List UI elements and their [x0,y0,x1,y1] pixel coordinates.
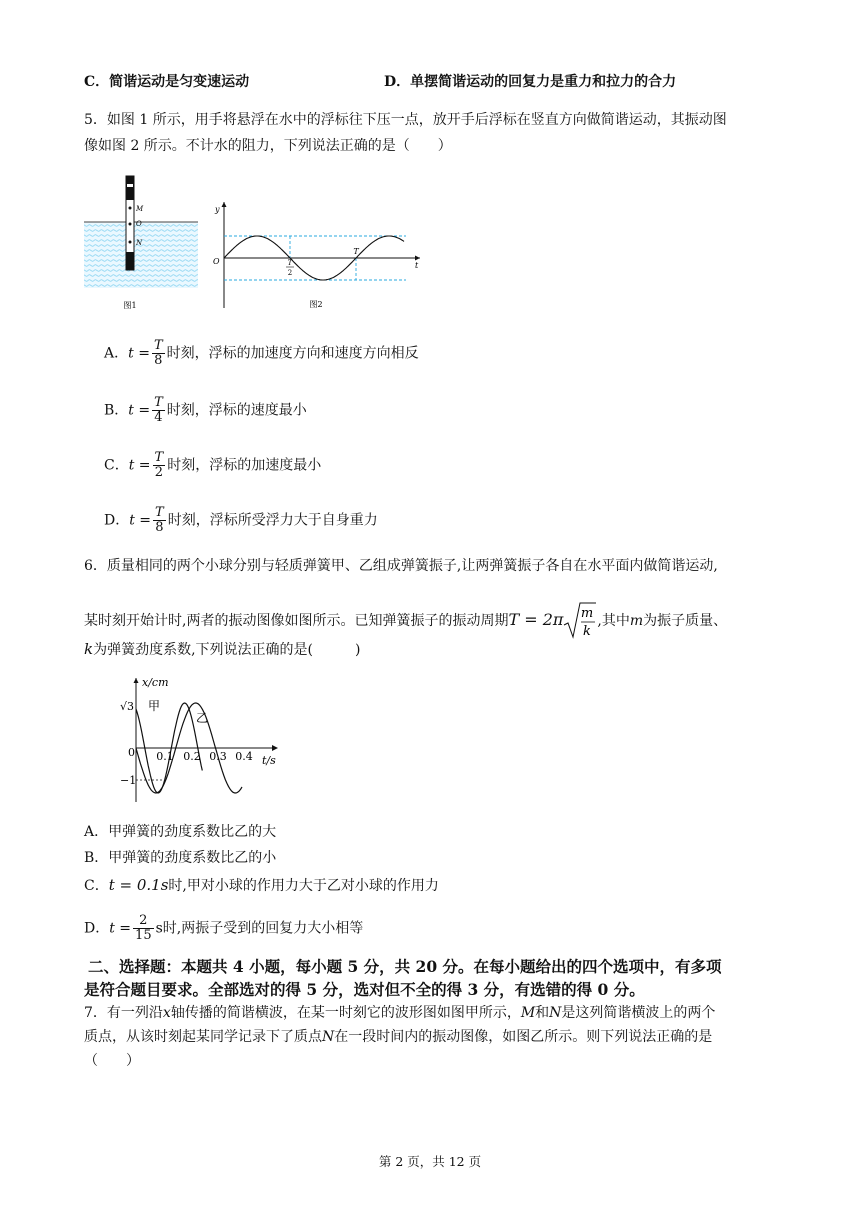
q6-stem-line2: 某时刻开始计时,两者的振动图像如图所示。已知弹簧振子的振动周期T = 2π m k ,其中m为振子质量、 [84,601,727,641]
q6-option-a: A．甲弹簧的劲度系数比乙的大 [84,824,277,840]
svg-text:m: m [581,606,594,621]
page-footer: 第 2 页，共 12 页 [378,1154,482,1169]
graph-origin: 0 [128,746,135,759]
graph-xlabel: t/s [262,754,276,767]
q5-option-a: A．t = $\frac{T}{8}$ 时刻，浮标的加速度方向和速度方向相反 [104,338,419,368]
graph-ytick-top: √3 [120,700,135,713]
q5-stem-line2: 像如图 2 所示。不计水的阻力，下列说法正确的是（ ） [84,138,452,154]
graph-xtick-2: 0.2 [183,750,201,763]
q6-stem-line1: 6．质量相同的两个小球分别与轻质弹簧甲、乙组成弹簧振子,让两弹簧振子各自在水平面内做简谐运动, [84,558,718,574]
label-o: O [136,220,142,228]
x-axis-label: t [415,261,419,270]
svg-text:k: k [583,624,592,639]
label-n: N [136,239,143,247]
q7-stem-line1: 7．有一列沿x轴传播的简谐横波，在某一时刻它的波形图如图甲所示，M和N是这列简谐横波上的两个 [84,1005,716,1021]
q6-option-b: B．甲弹簧的劲度系数比乙的小 [84,850,277,866]
tick-half-period-num: T [287,259,293,267]
water-region [84,222,198,288]
graph-xtick-4: 0.4 [235,750,253,763]
section-2-heading-line2: 是符合题目要求。全部选对的得 5 分，选对但不全的得 3 分，有选错的得 0 分。 [84,980,645,999]
tick-period: T [353,247,359,256]
q6-option-c: C．t = 0.1s时,甲对小球的作用力大于乙对小球的作用力 [84,876,439,894]
q6-graph [116,674,282,806]
graph-ylabel: x/cm [142,676,169,689]
series-yi-label: 乙 [196,711,209,725]
q6-stem-line3: k为弹簧劲度系数,下列说法正确的是( ) [84,640,361,658]
sqrt-formula [563,601,597,641]
q7-stem-line3: （ ） [84,1053,140,1069]
q5-option-d: D．t = $\frac{T}{8}$ 时刻，浮标所受浮力大于自身重力 [104,505,378,535]
label-m: M [136,205,144,213]
buoy [126,176,134,270]
q6-option-d: D．t = $\frac{2}{15}$ s时,两振子受到的回复力大小相等 [84,913,364,943]
q5-stem-line1: 5．如图 1 所示，用手将悬浮在水中的浮标往下压一点，放开手后浮标在竖直方向做简谐运动，其振动图 [84,112,727,128]
origin-label: O [213,257,220,266]
y-axis-label: y [215,205,220,214]
graph-ytick-bottom: −1 [120,774,137,787]
figure-2-caption: 图2 [309,300,323,309]
q5-option-b: B．t = $\frac{T}{4}$ 时刻，浮标的速度最小 [104,395,307,425]
q5-option-c: C．t = $\frac{T}{2}$ 时刻，浮标的加速度最小 [104,450,322,480]
graph-xtick-3: 0.3 [209,750,227,763]
q4-option-c: C．简谐运动是匀变速运动 [84,74,250,90]
q7-stem-line2: 质点，从该时刻起某同学记录下了质点N在一段时间内的振动图像，如图乙所示。则下列说法正确的是 [84,1029,713,1045]
section-2-heading-line1: 二、选择题：本题共 4 小题，每小题 5 分，共 20 分。在每小题给出的四个选项中，有多项 [88,957,722,976]
figure-1-caption: 图1 [123,301,137,310]
graph-xtick-1: 0.1 [156,750,174,763]
tick-half-period-den: 2 [287,269,293,277]
q5-figure-1 [82,168,202,316]
series-jia-label: 甲 [148,699,161,713]
q4-option-d: D．单摆简谐运动的回复力是重力和拉力的合力 [384,74,677,90]
q5-figure-2 [206,196,432,316]
